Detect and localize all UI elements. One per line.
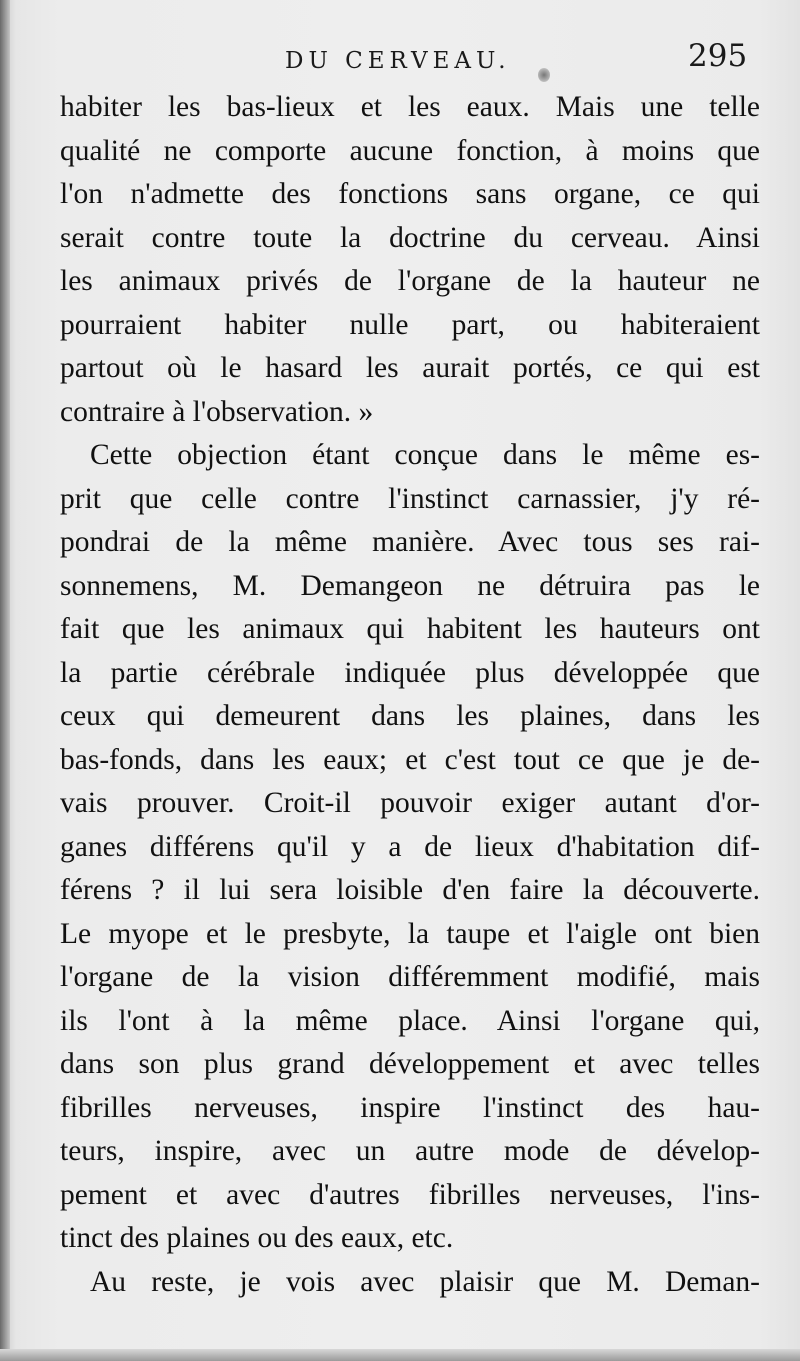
paragraph-first-line: Cette objection étant conçue dans le même es- (90, 439, 760, 471)
text-line: les animaux privés de l'organe de la hauteur ne (60, 265, 760, 297)
text-line: serait contre toute la doctrine du cerveau. Ainsi (60, 221, 760, 254)
text-line: pourraient habiter nulle part, ou habiteraient (60, 308, 760, 341)
text-line: vais prouver. Croit-il pouvoir exiger autant d'or- (60, 787, 760, 819)
page-header (0, 36, 800, 86)
body-text (60, 86, 760, 1304)
text-line: bas-fonds, dans les eaux; et c'est tout ce que je de- (60, 743, 760, 776)
text-line: férens ? il lui sera loisible d'en faire la découverte. (60, 874, 760, 906)
paragraph-first-line: Au reste, je vois avec plaisir que M. Deman- (90, 1265, 760, 1298)
text-line: partout où le hasard les aurait portés, ce qui est (60, 352, 760, 384)
page-bottom-edge (0, 1349, 800, 1361)
text-line: sonnemens, M. Demangeon ne détruira pas le (60, 569, 760, 602)
text-line: contraire à l'observation. » (60, 395, 374, 428)
text-line: teurs, inspire, avec un autre mode de dévelop- (60, 1135, 760, 1167)
text-line: fait que les animaux qui habitent les hauteurs ont (60, 613, 760, 645)
page-number: 295 (688, 38, 748, 74)
page-gutter-shadow (0, 0, 10, 1361)
text-line: dans son plus grand développement et avec telles (60, 1048, 760, 1080)
text-line: l'on n'admette des fonctions sans organe, ce qui (60, 178, 760, 210)
text-line: pondrai de la même manière. Avec tous ses rai- (60, 526, 760, 558)
text-line: ils l'ont à la même place. Ainsi l'organe qui, (60, 1004, 760, 1037)
text-line: ceux qui demeurent dans les plaines, dans les (60, 700, 760, 732)
text-line: la partie cérébrale indiquée plus développée que (60, 656, 760, 689)
text-line: pement et avec d'autres fibrilles nerveuses, l'ins- (60, 1178, 760, 1211)
text-line: Le myope et le presbyte, la taupe et l'aigle ont bien (60, 917, 760, 950)
text-line: l'organe de la vision différemment modifié, mais (60, 961, 760, 993)
text-line: habiter les bas-lieux et les eaux. Mais une telle (60, 91, 760, 123)
text-line: qualité ne comporte aucune fonction, à moins que (60, 134, 760, 167)
text-line: tinct des plaines ou des eaux, etc. (60, 1222, 454, 1254)
text-line: prit que celle contre l'instinct carnassier, j'y ré- (60, 482, 760, 515)
running-head: DU CERVEAU. (285, 48, 511, 74)
text-line: ganes différens qu'il y a de lieux d'habitation dif- (60, 830, 760, 863)
text-line: fibrilles nerveuses, inspire l'instinct des hau- (60, 1091, 760, 1124)
